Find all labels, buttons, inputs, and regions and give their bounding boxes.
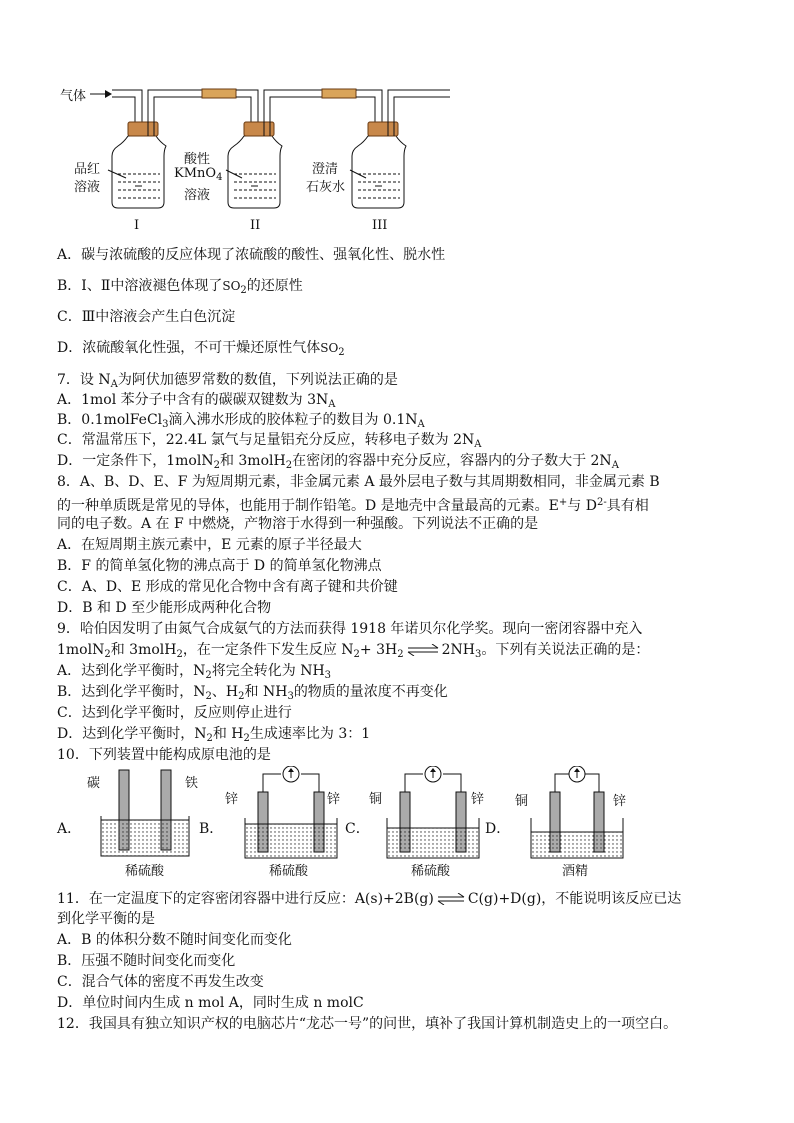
cell-a-right-electrode: 铁 bbox=[185, 776, 199, 791]
q11-stem-line1: 11．在一定温度下的定容密闭容器中进行反应：A(s)+2B(g) C(g)+D(g)，不能说明该反应已达 bbox=[57, 891, 682, 907]
q10-option-a-letter: A． bbox=[57, 821, 82, 837]
q7-option-c: C．常温常压下，22.4L 氯气与足量铝充分反应，转移电子数为 $2N_A$ bbox=[57, 432, 482, 450]
equilibrium-arrow-icon bbox=[406, 644, 440, 656]
q9-option-d: D．达到化学平衡时，$N_2$和 $H_2$生成速率比为 3：1 bbox=[57, 726, 371, 744]
cell-d-solution: 酒精 bbox=[562, 864, 589, 879]
cell-d-left-electrode: 铜 bbox=[515, 794, 529, 809]
equilibrium-arrow-icon bbox=[436, 893, 466, 905]
cell-b-right-electrode: 锌 bbox=[327, 792, 341, 807]
q9-stem-line2: 1molN$_2$和 3molH$_2$，在一定条件下发生反应 $N_2+ 3H_2$ $2NH_3$。下列有关说法正确的是： bbox=[57, 642, 650, 660]
cell-a-left-electrode: 碳 bbox=[87, 776, 101, 791]
q6-option-c: C．Ⅲ中溶液会产生白色沉淀 bbox=[57, 309, 236, 325]
apparatus-drawing bbox=[60, 78, 460, 238]
bottle-2-roman: II bbox=[250, 218, 261, 233]
gas-apparatus-figure bbox=[60, 78, 460, 238]
q12-stem-line1: 12．我国具有独立知识产权的电脑芯片“龙芯一号”的问世，填补了我国计算机制造史上的一项空白。 bbox=[57, 1016, 678, 1032]
q9-option-a: A．达到化学平衡时，$N_2$将完全转化为 $NH_3$ bbox=[57, 663, 332, 681]
bottle-3-reagent-line1: 澄清 bbox=[312, 162, 339, 177]
gas-label: 气体 bbox=[60, 89, 87, 104]
q7-option-a: A．1mol 苯分子中含有的碳碳双键数为 $3N_A$ bbox=[57, 392, 336, 410]
bottle-2-reagent-line2: KMnO$_4$ bbox=[174, 166, 223, 183]
q8-stem-line3: 同的电子数。A 在 F 中燃烧，产物溶于水得到一种强酸。下列说法不正确的是 bbox=[57, 516, 539, 532]
q7-stem: 7．设 $N_A$为阿伏加德罗常数的数值，下列说法正确的是 bbox=[57, 372, 398, 390]
q10-cells-figure bbox=[57, 766, 657, 878]
q6-option-d: D．浓硫酸氧化性强，不可干燥还原性气体$SO_2$ bbox=[57, 340, 345, 358]
q11-option-b: B．压强不随时间变化而变化 bbox=[57, 953, 236, 969]
bottle-2-reagent-line1: 酸性 bbox=[184, 152, 211, 167]
bottle-1-roman: I bbox=[134, 218, 140, 233]
q6-option-b: B．Ⅰ、Ⅱ中溶液褪色体现了$SO_2$的还原性 bbox=[57, 278, 303, 296]
bottle-3-roman: III bbox=[372, 218, 388, 233]
q10-stem: 10．下列装置中能构成原电池的是 bbox=[57, 747, 271, 763]
cell-d bbox=[527, 766, 627, 866]
cell-b-left-electrode: 锌 bbox=[225, 792, 239, 807]
q9-option-c: C．达到化学平衡时，反应则停止进行 bbox=[57, 705, 292, 721]
q11-option-d: D．单位时间内生成 n mol A，同时生成 n molC bbox=[57, 995, 364, 1011]
q7-option-d: D．一定条件下，1molN$_2$和 3molH$_2$在密闭的容器中充分反应，容器内的分子数大于 $2N_A$ bbox=[57, 453, 619, 471]
bottle-1-reagent-line2: 溶液 bbox=[74, 180, 101, 195]
bottle-2 bbox=[228, 122, 282, 208]
cell-d-right-electrode: 锌 bbox=[613, 794, 627, 809]
q6-option-a: A．碳与浓硫酸的反应体现了浓硫酸的酸性、强氧化性、脱水性 bbox=[57, 247, 446, 263]
bottle-1-reagent-line1: 品红 bbox=[74, 162, 101, 177]
bottle-2-reagent-line3: 溶液 bbox=[184, 188, 211, 203]
q8-option-a: A．在短周期主族元素中，E 元素的原子半径最大 bbox=[57, 537, 362, 553]
q9-option-b: B．达到化学平衡时，$N_2$、$H_2$和 $NH_3$的物质的量浓度不再变化 bbox=[57, 684, 448, 702]
q11-option-c: C．混合气体的密度不再发生改变 bbox=[57, 974, 264, 990]
q10-option-c-letter: C． bbox=[345, 821, 370, 837]
cell-c-right-electrode: 锌 bbox=[471, 792, 485, 807]
q8-stem-line2: 的一种单质既是常见的导体，也能用于制作铅笔。D 是地壳中含量最高的元素。E+与 $D^{2-}$具有相 bbox=[57, 497, 649, 514]
q9-stem-line1: 9．哈伯因发明了由氮气合成氨气的方法而获得 1918 年诺贝尔化学奖。现向一密闭容器中充入 bbox=[57, 621, 643, 637]
cell-a bbox=[97, 766, 197, 866]
q7-option-b: B．0.1molFeCl$_3$滴入沸水形成的胶体粒子的数目为 $0.1N_A$ bbox=[57, 412, 425, 430]
q8-option-d: D．B 和 D 至少能形成两种化合物 bbox=[57, 600, 272, 616]
cell-c-left-electrode: 铜 bbox=[369, 792, 383, 807]
bottle-1 bbox=[112, 122, 166, 208]
q11-option-a: A．B 的体积分数不随时间变化而变化 bbox=[57, 932, 292, 948]
bottle-3 bbox=[352, 90, 450, 208]
q8-stem-line1: 8．A、B、D、E、F 为短周期元素，非金属元素 A 最外层电子数与其周期数相同，非金属元素 B bbox=[57, 474, 660, 490]
cell-b bbox=[241, 766, 341, 866]
cell-b-solution: 稀硫酸 bbox=[269, 864, 309, 879]
q10-option-d-letter: D． bbox=[485, 821, 511, 837]
q11-stem-line2: 到化学平衡的是 bbox=[57, 911, 155, 927]
q10-option-b-letter: B． bbox=[199, 821, 224, 837]
cell-a-solution: 稀硫酸 bbox=[125, 864, 165, 879]
q8-option-b: B．F 的简单氢化物的沸点高于 D 的简单氢化物沸点 bbox=[57, 558, 382, 574]
cell-c-solution: 稀硫酸 bbox=[411, 864, 451, 879]
cell-c bbox=[383, 766, 483, 866]
bottle-3-reagent-line2: 石灰水 bbox=[306, 180, 346, 195]
q8-option-c: C．A、D、E 形成的常见化合物中含有离子键和共价键 bbox=[57, 579, 398, 595]
